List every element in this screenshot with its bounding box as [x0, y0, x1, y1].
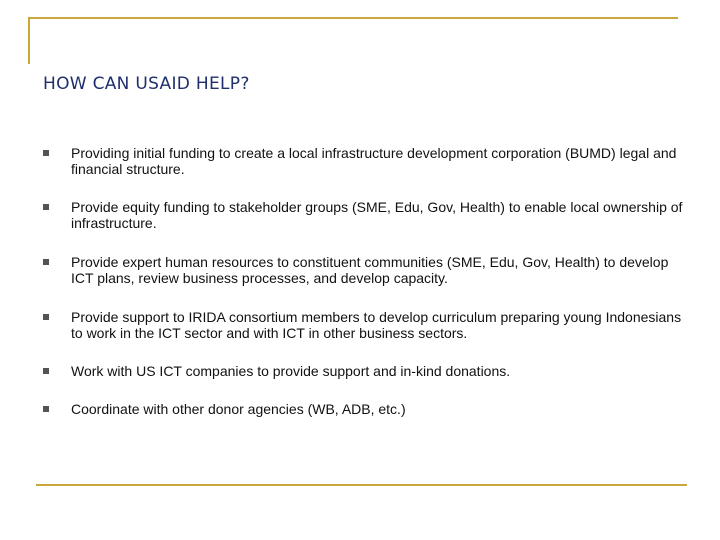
slide-title: HOW CAN USAID HELP? [43, 74, 250, 94]
bullet-text: Provide support to IRIDA consortium members to develop curriculum preparing young Indonesians to work in the ICT sector and with ICT in other business sectors. [71, 309, 682, 341]
square-bullet-icon [43, 204, 49, 210]
frame-top-rule [28, 17, 678, 19]
bullet-text: Provide equity funding to stakeholder groups (SME, Edu, Gov, Health) to enable local ownership of infrastructure. [71, 199, 683, 231]
square-bullet-icon [43, 406, 49, 412]
bullet-text: Coordinate with other donor agencies (WB, ADB, etc.) [71, 401, 406, 417]
bullet-text: Provide expert human resources to constituent communities (SME, Edu, Gov, Health) to develop ICT plans, review business processes, and develop capacity. [71, 254, 669, 286]
bullet-text: Providing initial funding to create a local infrastructure development corporation (BUMD) legal and financial structure. [71, 145, 677, 177]
square-bullet-icon [43, 259, 49, 265]
square-bullet-icon [43, 314, 49, 320]
frame-bottom-rule [36, 484, 687, 486]
frame-left-rule [28, 17, 30, 64]
square-bullet-icon [43, 150, 49, 156]
square-bullet-icon [43, 368, 49, 374]
bullet-text: Work with US ICT companies to provide support and in-kind donations. [71, 363, 511, 379]
